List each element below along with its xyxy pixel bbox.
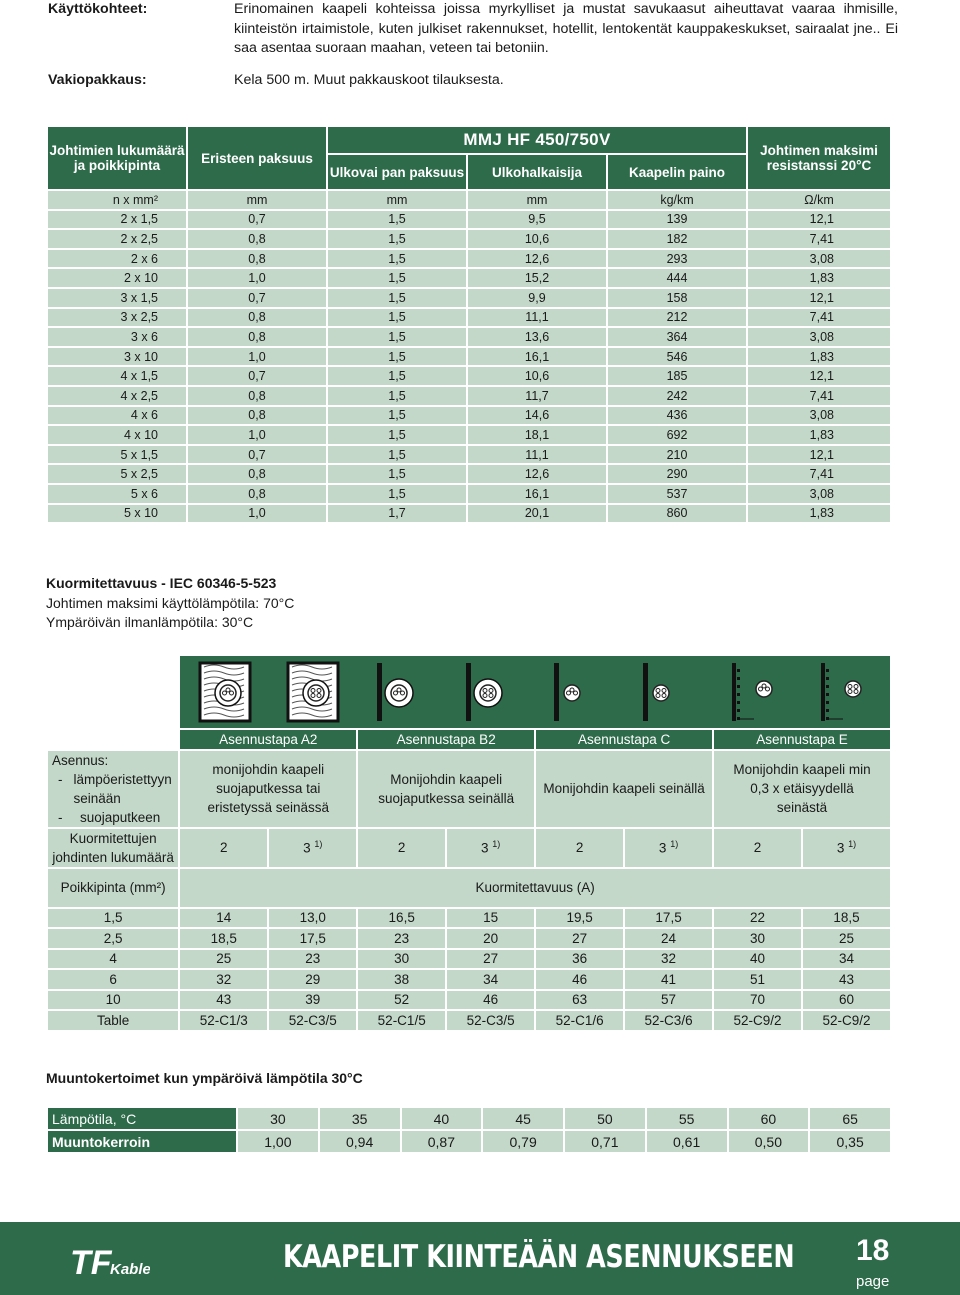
table-row xyxy=(48,269,890,287)
package-text: Kela 500 m. Muut pakkauskoot tilauksesta. xyxy=(234,71,504,88)
loaded-count-value: 3 xyxy=(303,840,311,856)
loaded-count xyxy=(269,829,356,867)
table-cell: 1,5 xyxy=(328,230,466,248)
table-row xyxy=(48,348,890,366)
capacity-value: 27 xyxy=(536,929,623,948)
row-label: Table xyxy=(48,1011,178,1030)
temperature-value: 50 xyxy=(565,1108,645,1129)
table-row xyxy=(48,1011,890,1030)
capacity-value: 63 xyxy=(536,991,623,1010)
install-item-1 xyxy=(52,770,178,808)
table-row xyxy=(48,211,890,229)
table-row xyxy=(48,991,890,1010)
capacity-value: 52-C3/5 xyxy=(447,1011,534,1030)
table-cell: 11,7 xyxy=(468,387,606,405)
table-cell: 210 xyxy=(608,446,746,464)
empty-corner xyxy=(48,656,178,728)
method-e: Asennustapa E xyxy=(714,730,890,749)
table-cell: 3 x 1,5 xyxy=(48,289,186,307)
factor-value: 0,61 xyxy=(647,1131,727,1152)
table-cell: 1,5 xyxy=(328,348,466,366)
table-cell: 290 xyxy=(608,465,746,483)
capacity-value: 38 xyxy=(358,970,445,989)
row-label: 6 xyxy=(48,970,178,989)
table-cell: 4 x 2,5 xyxy=(48,387,186,405)
loaded-count xyxy=(714,829,801,867)
svg-text:TF: TF xyxy=(70,1244,112,1280)
capacity-value: 52-C1/3 xyxy=(180,1011,267,1030)
capacity-value: 25 xyxy=(180,950,267,969)
table-cell: 546 xyxy=(608,348,746,366)
capacity-value: 46 xyxy=(536,970,623,989)
footnote-mark: 1) xyxy=(314,839,323,850)
row-label: 4 xyxy=(48,950,178,969)
row-label: 10 xyxy=(48,991,178,1010)
table-cell: 1,5 xyxy=(328,367,466,385)
table-cell: 10,6 xyxy=(468,230,606,248)
table-row xyxy=(48,485,890,503)
correction-title: Muuntokertoimet kun ympäröivä lämpötila 30°C xyxy=(46,1070,363,1086)
table-cell: 0,8 xyxy=(188,328,326,346)
loaded-count-value: 3 xyxy=(658,840,667,856)
table-cell: 182 xyxy=(608,230,746,248)
table-cell: 1,5 xyxy=(328,250,466,268)
table-cell: 3 x 6 xyxy=(48,328,186,346)
desc-a2: monijohdin kaapeli suojaputkessa tai eristetyssä seinässä xyxy=(180,751,356,827)
intro-section xyxy=(48,0,898,90)
table-cell: 0,8 xyxy=(188,387,326,405)
unit-cell: mm xyxy=(188,191,326,209)
capacity-value: 40 xyxy=(714,950,801,969)
table-cell: 0,8 xyxy=(188,465,326,483)
table-cell: 1,83 xyxy=(748,505,890,523)
factor-value: 0,94 xyxy=(320,1131,400,1152)
table-cell: 5 x 2,5 xyxy=(48,465,186,483)
table-cell: 1,5 xyxy=(328,211,466,229)
table-cell: 212 xyxy=(608,309,746,327)
table-cell: 14,6 xyxy=(468,407,606,425)
unit-cell: mm xyxy=(468,191,606,209)
ambient-temp: Ympäröivän ilmanlämpötila: 30°C xyxy=(46,614,254,630)
multicable-in-conduit-icon xyxy=(464,661,518,723)
factor-value: 0,50 xyxy=(729,1131,809,1152)
table-cell: 1,0 xyxy=(188,348,326,366)
table-cell: 1,0 xyxy=(188,505,326,523)
row-label: 2,5 xyxy=(48,929,178,948)
table-cell: 1,5 xyxy=(328,485,466,503)
capacity-standard: Kuormitettavuus - IEC 60346-5-523 xyxy=(46,575,277,591)
svg-text:Kable: Kable xyxy=(110,1261,150,1278)
table-cell: 7,41 xyxy=(748,230,890,248)
table-cell: 0,8 xyxy=(188,309,326,327)
multicable-on-tray-icon xyxy=(819,661,873,723)
dash: - xyxy=(58,771,63,787)
temperature-value: 40 xyxy=(402,1108,482,1129)
multicable-in-insulated-wall-icon xyxy=(286,661,340,723)
table-title: MMJ HF 450/750V xyxy=(328,127,746,153)
table-cell: 0,7 xyxy=(188,446,326,464)
table-row xyxy=(48,309,890,327)
install-item-text: lämpöeristettyyn seinään xyxy=(73,771,172,806)
table-cell: 7,41 xyxy=(748,465,890,483)
table-row xyxy=(48,407,890,425)
uses-label: Käyttökohteet: xyxy=(48,1,148,17)
loaded-count xyxy=(447,829,534,867)
capacity-value: 15 xyxy=(447,909,534,928)
table-cell: 692 xyxy=(608,426,746,444)
loaded-count-value: 3 xyxy=(836,840,845,856)
table-cell: 2 x 2,5 xyxy=(48,230,186,248)
table-cell: 436 xyxy=(608,407,746,425)
table-cell: 0,7 xyxy=(188,211,326,229)
table-cell: 158 xyxy=(608,289,746,307)
cable-on-wall-icon xyxy=(552,661,606,723)
table-cell: 4 x 6 xyxy=(48,407,186,425)
table-cell: 242 xyxy=(608,387,746,405)
install-label xyxy=(48,751,178,827)
page-number: 18 xyxy=(856,1234,890,1267)
table-cell: 1,5 xyxy=(328,387,466,405)
capacity-value: 27 xyxy=(447,950,534,969)
table-row xyxy=(48,505,890,523)
capacity-value: 17,5 xyxy=(625,909,712,928)
unit-cell: kg/km xyxy=(608,191,746,209)
loaded-count-value: 3 xyxy=(481,840,489,856)
cable-spec-table xyxy=(46,125,892,524)
loaded-count-value: 2 xyxy=(220,840,228,855)
table-cell: 3,08 xyxy=(748,328,890,346)
loaded-conductors-row xyxy=(48,829,890,867)
col-header-diameter: Ulkohalkaisija xyxy=(468,155,606,189)
install-item-2 xyxy=(52,808,178,827)
method-b2: Asennustapa B2 xyxy=(358,730,534,749)
desc-e: Monijohdin kaapeli min 0,3 x etäisyydellä seinästä xyxy=(714,751,890,827)
footnote-mark: 1) xyxy=(670,839,679,850)
units-row xyxy=(48,191,890,209)
capacity-value: 23 xyxy=(269,950,356,969)
package-row xyxy=(48,71,898,91)
capacity-value: 43 xyxy=(180,991,267,1010)
capacity-value: 60 xyxy=(803,991,890,1010)
capacity-body xyxy=(48,909,890,1030)
capacity-value: 52-C3/6 xyxy=(625,1011,712,1030)
table-row xyxy=(48,465,890,483)
table-row xyxy=(48,909,890,928)
capacity-value: 30 xyxy=(714,929,801,948)
capacity-value: 13,0 xyxy=(269,909,356,928)
table-cell: 2 x 1,5 xyxy=(48,211,186,229)
loaded-count-value: 2 xyxy=(753,840,762,855)
capacity-value: 52 xyxy=(358,991,445,1010)
table-cell: 16,1 xyxy=(468,485,606,503)
table-cell: 1,5 xyxy=(328,446,466,464)
table-row xyxy=(48,289,890,307)
table-cell: 12,1 xyxy=(748,211,890,229)
capacity-value: 43 xyxy=(803,970,890,989)
capacity-value: 16,5 xyxy=(358,909,445,928)
capacity-value: 39 xyxy=(269,991,356,1010)
table-cell: 12,1 xyxy=(748,446,890,464)
cross-section-label: Poikkipinta (mm²) xyxy=(48,869,178,907)
table-cell: 5 x 10 xyxy=(48,505,186,523)
col-header-sheath: Ulkovai pan paksuus xyxy=(328,155,466,189)
loaded-count xyxy=(625,829,712,867)
table-row xyxy=(48,950,890,969)
factor-label: Muuntokerroin xyxy=(48,1131,236,1152)
capacity-value: 57 xyxy=(625,991,712,1010)
col-header-resistance: Johtimen maksimi resistanssi 20°C xyxy=(748,127,890,189)
table-cell: 364 xyxy=(608,328,746,346)
empty-cell xyxy=(48,730,178,749)
table-cell: 1,5 xyxy=(328,309,466,327)
table-cell: 0,8 xyxy=(188,250,326,268)
max-temp: Johtimen maksimi käyttölämpötila: 70°C xyxy=(46,594,295,611)
loaded-count xyxy=(358,829,445,867)
capacity-value: 18,5 xyxy=(803,909,890,928)
capacity-value: 34 xyxy=(447,970,534,989)
table-cell: 9,5 xyxy=(468,211,606,229)
table-cell: 139 xyxy=(608,211,746,229)
table-cell: 18,1 xyxy=(468,426,606,444)
table-cell: 7,41 xyxy=(748,309,890,327)
table-cell: 11,1 xyxy=(468,309,606,327)
col-header-conductors: Johtimien lukumäärä ja poikkipinta xyxy=(48,127,186,189)
capacity-value: 36 xyxy=(536,950,623,969)
table-cell: 3,08 xyxy=(748,407,890,425)
table-cell: 5 x 1,5 xyxy=(48,446,186,464)
dash: - xyxy=(58,809,63,825)
temperature-row xyxy=(48,1108,890,1129)
table-cell: 11,1 xyxy=(468,446,606,464)
table-cell: 4 x 10 xyxy=(48,426,186,444)
capacity-value: 52-C3/5 xyxy=(269,1011,356,1030)
capacity-value: 20 xyxy=(447,929,534,948)
table-cell: 1,5 xyxy=(328,465,466,483)
table-cell: 1,5 xyxy=(328,289,466,307)
table-cell: 2 x 10 xyxy=(48,269,186,287)
loaded-count-value: 2 xyxy=(575,840,584,855)
table-row xyxy=(48,970,890,989)
capacity-value: 25 xyxy=(803,929,890,948)
page-footer xyxy=(0,1222,960,1295)
capacity-value: 46 xyxy=(447,991,534,1010)
multicable-on-wall-icon xyxy=(641,661,695,723)
table-cell: 1,5 xyxy=(328,269,466,287)
capacity-value: 52-C1/6 xyxy=(536,1011,623,1030)
capacity-value: 32 xyxy=(625,950,712,969)
table-cell: 3 x 10 xyxy=(48,348,186,366)
table-cell: 1,83 xyxy=(748,348,890,366)
install-diagrams xyxy=(180,656,890,728)
footnote-mark: 1) xyxy=(848,839,857,850)
method-a2: Asennustapa A2 xyxy=(180,730,356,749)
loaded-count xyxy=(536,829,623,867)
col-header-weight: Kaapelin paino xyxy=(608,155,746,189)
table-row xyxy=(48,328,890,346)
table-cell: 1,5 xyxy=(328,426,466,444)
table-cell: 185 xyxy=(608,367,746,385)
brand-logo xyxy=(70,1242,150,1285)
unit-cell: n x mm² xyxy=(48,191,186,209)
temperature-value: 45 xyxy=(483,1108,563,1129)
table-cell: 3,08 xyxy=(748,250,890,268)
factor-value: 0,87 xyxy=(402,1131,482,1152)
loaded-count xyxy=(803,829,890,867)
table-cell: 1,5 xyxy=(328,328,466,346)
table-cell: 1,7 xyxy=(328,505,466,523)
capacity-value: 23 xyxy=(358,929,445,948)
capacity-label: Kuormitettavuus (A) xyxy=(180,869,890,907)
cable-in-insulated-wall-icon xyxy=(198,661,252,723)
capacity-value: 52-C1/5 xyxy=(358,1011,445,1030)
col-header-insulation: Eristeen paksuus xyxy=(188,127,326,189)
capacity-value: 22 xyxy=(714,909,801,928)
capacity-value: 14 xyxy=(180,909,267,928)
table-cell: 20,1 xyxy=(468,505,606,523)
uses-row xyxy=(48,0,898,59)
table-row xyxy=(48,387,890,405)
table-cell: 0,8 xyxy=(188,485,326,503)
package-label: Vakiopakkaus: xyxy=(48,71,147,88)
table-cell: 4 x 1,5 xyxy=(48,367,186,385)
table-cell: 3,08 xyxy=(748,485,890,503)
loaded-count xyxy=(180,829,267,867)
table-cell: 1,0 xyxy=(188,426,326,444)
temperature-value: 65 xyxy=(810,1108,890,1129)
capacity-value: 51 xyxy=(714,970,801,989)
table-cell: 12,6 xyxy=(468,250,606,268)
table-cell: 7,41 xyxy=(748,387,890,405)
table-cell: 293 xyxy=(608,250,746,268)
capacity-caption xyxy=(46,574,294,633)
loaded-count-value: 2 xyxy=(397,840,406,855)
capacity-value: 17,5 xyxy=(269,929,356,948)
table-cell: 12,1 xyxy=(748,367,890,385)
capacity-table xyxy=(46,654,892,1032)
table-row xyxy=(48,250,890,268)
footer-title: KAAPELIT KIINTEÄÄN ASENNUKSEEN xyxy=(283,1239,795,1275)
capacity-value: 29 xyxy=(269,970,356,989)
factor-row xyxy=(48,1131,890,1152)
temperature-value: 35 xyxy=(320,1108,400,1129)
table-cell: 15,2 xyxy=(468,269,606,287)
table-row xyxy=(48,426,890,444)
method-c: Asennustapa C xyxy=(536,730,712,749)
table-cell: 1,83 xyxy=(748,426,890,444)
factor-value: 0,35 xyxy=(810,1131,890,1152)
temperature-value: 60 xyxy=(729,1108,809,1129)
table-cell: 0,8 xyxy=(188,407,326,425)
capacity-value: 19,5 xyxy=(536,909,623,928)
install-item-text: suojaputkeen xyxy=(80,809,161,825)
page-label: page xyxy=(856,1273,890,1290)
table-cell: 0,7 xyxy=(188,367,326,385)
table-row xyxy=(48,230,890,248)
factor-value: 0,79 xyxy=(483,1131,563,1152)
table-cell: 1,83 xyxy=(748,269,890,287)
table-cell: 5 x 6 xyxy=(48,485,186,503)
correction-table xyxy=(46,1106,892,1154)
loaded-label: Kuormitettujen johdinten lukumäärä xyxy=(48,829,178,867)
temperature-value: 55 xyxy=(647,1108,727,1129)
table-cell: 1,0 xyxy=(188,269,326,287)
capacity-value: 30 xyxy=(358,950,445,969)
capacity-value: 52-C9/2 xyxy=(803,1011,890,1030)
capacity-value: 52-C9/2 xyxy=(714,1011,801,1030)
temperature-value: 30 xyxy=(238,1108,318,1129)
footnote-mark: 1) xyxy=(492,839,501,850)
temperature-label: Lämpötila, °C xyxy=(48,1108,236,1129)
capacity-value: 41 xyxy=(625,970,712,989)
table-cell: 16,1 xyxy=(468,348,606,366)
uses-text: Erinomainen kaapeli kohteissa joissa myrkylliset ja mustat savukaasut aiheuttavat vaaraa ihmisille, kiinteistön irtaimistole, kuten julkiset rakennukset, hotellit, lentokentät kauppakeskukset, sairaalat jne.. Ei saa asentaa suoraan maahan, veteen tai betoniin. xyxy=(234,1,898,56)
table-cell: 860 xyxy=(608,505,746,523)
table-cell: 537 xyxy=(608,485,746,503)
table-cell: 0,8 xyxy=(188,230,326,248)
capacity-value: 24 xyxy=(625,929,712,948)
table-cell: 12,1 xyxy=(748,289,890,307)
cable-in-conduit-icon xyxy=(375,661,429,723)
capacity-value: 34 xyxy=(803,950,890,969)
table-cell: 10,6 xyxy=(468,367,606,385)
table-row xyxy=(48,446,890,464)
desc-b2: Monijohdin kaapeli suojaputkessa seinällä xyxy=(358,751,534,827)
table-cell: 0,7 xyxy=(188,289,326,307)
desc-c: Monijohdin kaapeli seinällä xyxy=(536,751,712,827)
capacity-value: 32 xyxy=(180,970,267,989)
install-title: Asennus: xyxy=(52,752,109,768)
unit-cell: Ω/km xyxy=(748,191,890,209)
table-row xyxy=(48,929,890,948)
table-cell: 9,9 xyxy=(468,289,606,307)
unit-cell: mm xyxy=(328,191,466,209)
factor-value: 0,71 xyxy=(565,1131,645,1152)
table-cell: 12,6 xyxy=(468,465,606,483)
table-row xyxy=(48,367,890,385)
cable-on-tray-icon xyxy=(730,661,784,723)
capacity-value: 18,5 xyxy=(180,929,267,948)
table-cell: 13,6 xyxy=(468,328,606,346)
capacity-value: 70 xyxy=(714,991,801,1010)
cable-spec-body xyxy=(48,191,890,522)
row-label: 1,5 xyxy=(48,909,178,928)
table-cell: 1,5 xyxy=(328,407,466,425)
table-cell: 444 xyxy=(608,269,746,287)
factor-value: 1,00 xyxy=(238,1131,318,1152)
table-cell: 3 x 2,5 xyxy=(48,309,186,327)
table-cell: 2 x 6 xyxy=(48,250,186,268)
